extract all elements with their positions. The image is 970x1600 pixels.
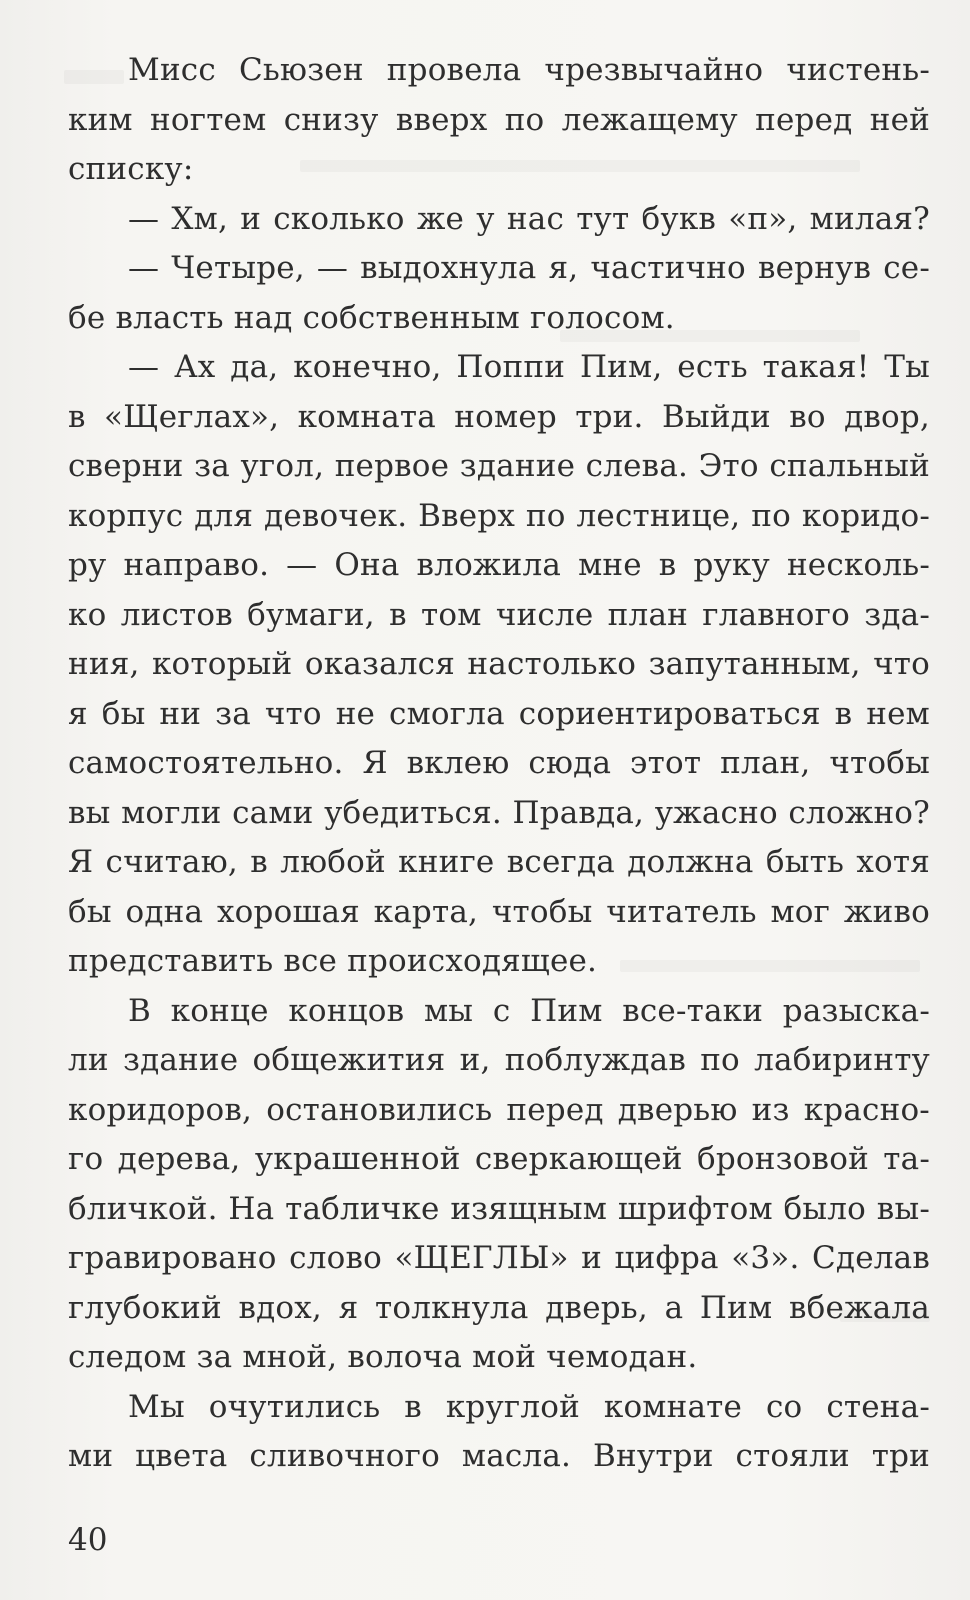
text-line: самостоятельно. Я вклею сюда этот план, чтобы [68,745,930,781]
text-line: ким ногтем снизу вверх по лежащему перед ней [68,101,930,138]
text-line: — Четыре, — выдохнула я, частично вернув се- [128,250,930,286]
text-line: Мисс Сьюзен провела чрезвычайно чистень- [128,52,930,88]
text-line: ния, который оказался настолько запутанным, что [68,646,930,682]
text-line: — Хм, и сколько же у нас тут букв «п», милая? [128,200,930,237]
text-line: сверни за угол, первое здание слева. Это спальный [68,448,930,484]
text-line: следом за мной, волоча мой чемодан. [68,1339,698,1375]
page-number: 40 [68,1522,108,1558]
text-line: ко листов бумаги, в том числе план главного зда- [68,596,930,633]
text-line: представить все происходящее. [68,943,598,979]
text-line: ми цвета сливочного масла. Внутри стояли три [68,1438,930,1474]
text-line: вы могли сами убедиться. Правда, ужасно сложно? [68,794,930,831]
text-line: Я считаю, в любой книге всегда должна быть хотя [68,844,930,880]
text-line: ру направо. — Она вложила мне в руку несколь- [68,547,930,583]
text-line: глубокий вдох, я толкнула дверь, а Пим вбежала [68,1289,930,1326]
text-line: бе власть над собственным голосом. [68,299,675,336]
text-line: я бы ни за что не смогла сориентироваться в нем [68,695,930,732]
text-line: корпус для девочек. Вверх по лестнице, по коридо- [68,497,930,534]
body-text [68,46,930,1482]
text-line: В конце концов мы с Пим все-таки разыска- [128,992,930,1029]
text-line: списку: [68,151,194,187]
text-line: бы одна хорошая карта, чтобы читатель мог живо [68,893,930,930]
text-line: бличкой. На табличке изящным шрифтом было вы- [68,1190,930,1227]
text-line: ли здание общежития и, поблуждав по лабиринту [68,1042,930,1078]
text-line: Мы очутились в круглой комнате со стена- [128,1388,930,1425]
text-line: гравировано слово «ЩЕГЛЫ» и цифра «3». Сделав [68,1240,930,1276]
text-line: в «Щеглах», комната номер три. Выйди во двор, [68,398,930,435]
text-line: го дерева, украшенной сверкающей бронзовой та- [68,1141,930,1177]
text-line: — Ах да, конечно, Поппи Пим, есть такая! Ты [128,349,930,385]
text-line: коридоров, остановились перед дверью из красно- [68,1091,930,1128]
